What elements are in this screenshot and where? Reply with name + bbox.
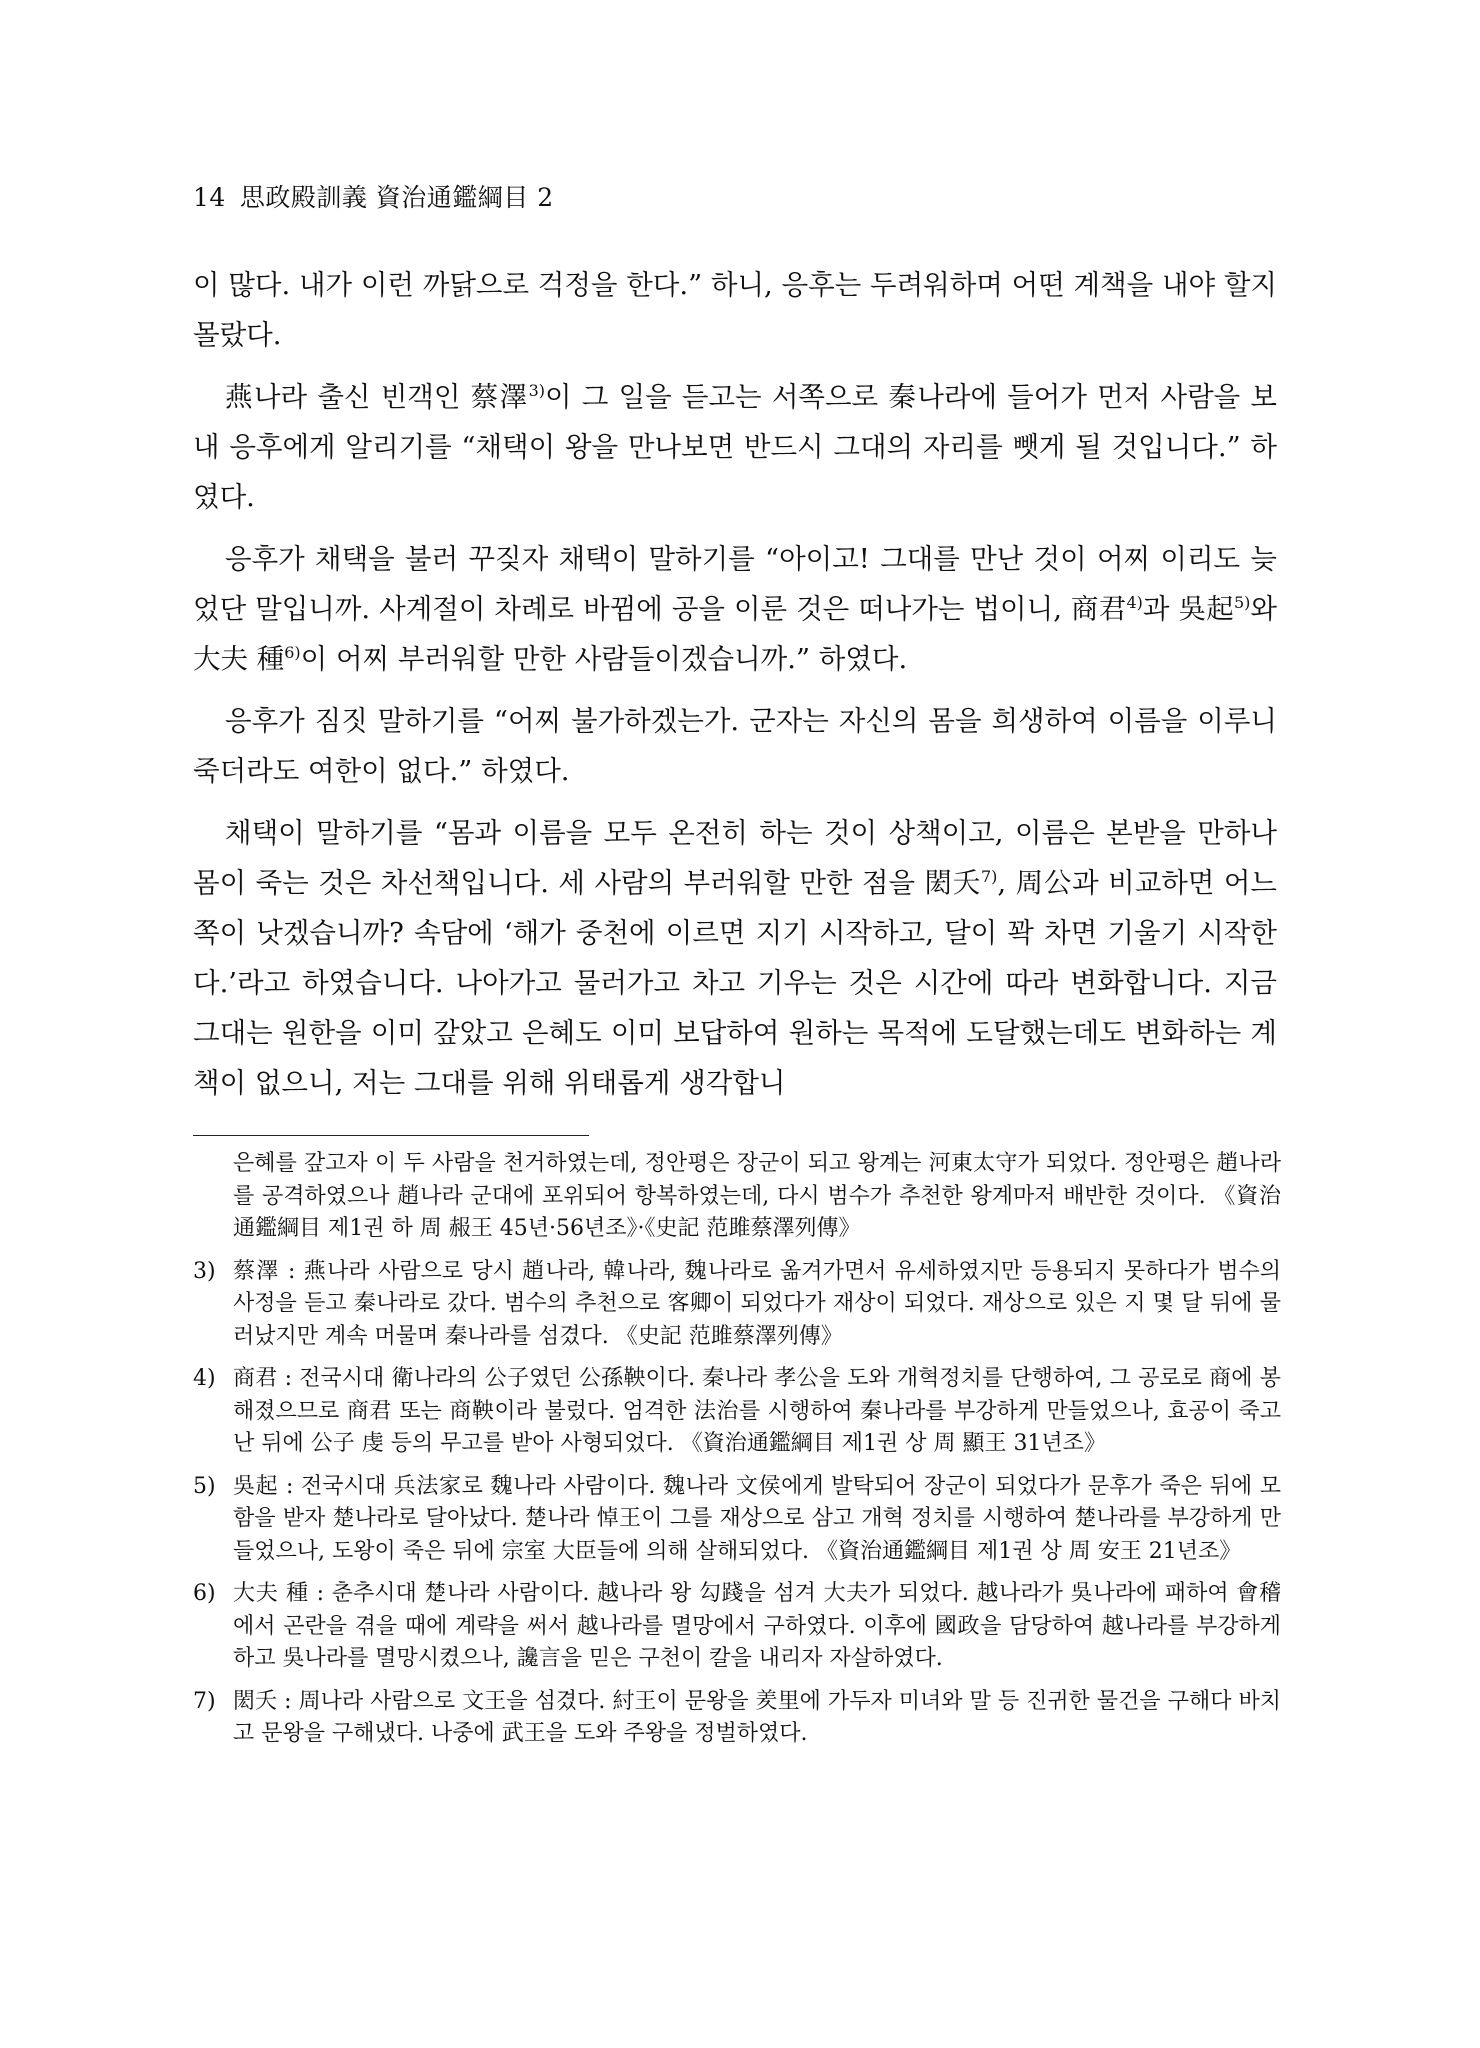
paragraph: 이 많다. 내가 이런 까닭으로 걱정을 한다.” 하니, 응후는 두려워하며 어떤 계책을 내야 할지 몰랐다. <box>193 269 1277 351</box>
paragraph: 채택이 말하기를 “몸과 이름을 모두 온전히 하는 것이 상책이고, 이름은 본받을 만하나 몸이 죽는 것은 차선책입니다. 세 사람의 부러워할 만한 점을 閎夭$^{7)}$, 周公과 비교하면 어느 쪽이 낫겠습니까? 속담에 ‘해가 중천에 이르면 지기 시작하고, 달이 꽉 차면 기울기 시작한다.’라고 하였습니다. 나아가고 물러가고 차고 기우는 것은 시간에 따라 변화합니다. 지금 그대는 원한을 이미 갚았고 은혜도 이미 보답하여 원하는 목적에 도달했는데도 변화하는 계책이 없으니, 저는 그대를 위해 위태롭게 생각합니 <box>193 817 1277 1099</box>
footnote <box>193 1256 1281 1354</box>
footnote-continued <box>193 1148 1281 1246</box>
footnote <box>193 1363 1281 1461</box>
footnote-number: 5) <box>193 1473 216 1499</box>
paragraph: 응후가 짐짓 말하기를 “어찌 불가하겠는가. 군자는 자신의 몸을 희생하여 이름을 이루니 죽더라도 여한이 없다.” 하였다. <box>193 705 1277 787</box>
footnote-ref[interactable]: 5) <box>1234 592 1251 612</box>
footnote-number: 3) <box>193 1258 216 1284</box>
main-text <box>193 260 1277 1120</box>
footnote-ref[interactable]: 6) <box>284 642 301 662</box>
footnote-text: 吳起 : 전국시대 兵法家로 魏나라 사람이다. 魏나라 文侯에게 발탁되어 장군이 되었다가 문후가 죽은 뒤에 모함을 받자 楚나라로 달아났다. 楚나라 悼王이 그를 재상으로 삼고 개혁 정치를 시행하여 楚나라를 부강하게 만들었으나, 도왕이 죽은 뒤에 宗室 大臣들에 의해 살해되었다. 《資治通鑑綱目 제1권 상 周 安王 21년조》 <box>233 1473 1281 1564</box>
footnotes <box>193 1148 1281 1761</box>
footnote-divider <box>193 1135 589 1136</box>
footnote-number: 6) <box>193 1581 216 1606</box>
footnote-text: 蔡澤 : 燕나라 사람으로 당시 趙나라, 韓나라, 魏나라로 옮겨가면서 유세하였지만 등용되지 못하다가 범수의 사정을 듣고 秦나라로 갔다. 범수의 추천으로 客卿이 되었다가 재상이 되었다. 재상으로 있은 지 몇 달 뒤에 물러났지만 계속 머물며 秦나라를 섬겼다. 《史記 范雎蔡澤列傳》 <box>233 1258 1281 1349</box>
footnote <box>193 1471 1281 1569</box>
page-number: 14 <box>193 183 226 212</box>
footnote-ref[interactable]: 7) <box>981 866 998 886</box>
footnote <box>193 1578 1281 1676</box>
running-header <box>193 178 554 214</box>
paragraph: 응후가 채택을 불러 꾸짖자 채택이 말하기를 “아이고! 그대를 만난 것이 어찌 이리도 늦었단 말입니까. 사계절이 차례로 바뀜에 공을 이룬 것은 떠나가는 법이니, 商君$^{4)}$과 吳起$^{5)}$와 大夫 種$^{6)}$이 어찌 부러워할 만한 사람들이겠습니까.” 하였다. <box>193 543 1277 675</box>
footnote-number: 7) <box>193 1688 216 1714</box>
footnote-text: 은혜를 갚고자 이 두 사람을 천거하였는데, 정안평은 장군이 되고 왕계는 河東太守가 되었다. 정안평은 趙나라를 공격하였으나 趙나라 군대에 포위되어 항복하였는데, 다시 범수가 추천한 왕계마저 배반한 것이다. 《資治通鑑綱目 제1권 하 周 赧王 45년·56년조》·《史記 范雎蔡澤列傳》 <box>233 1151 1281 1241</box>
footnote-ref[interactable]: 4) <box>1126 592 1143 612</box>
footnote-ref[interactable]: 3) <box>528 380 545 400</box>
footnote <box>193 1686 1281 1751</box>
footnote-number: 4) <box>193 1366 216 1391</box>
footnote-text: 閎夭 : 周나라 사람으로 文王을 섬겼다. 紂王이 문왕을 羑里에 가두자 미녀와 말 등 진귀한 물건을 구해다 바치고 문왕을 구해냈다. 나중에 武王을 도와 주왕을 정벌하였다. <box>233 1688 1281 1746</box>
footnote-text: 大夫 種 : 춘추시대 楚나라 사람이다. 越나라 왕 勾踐을 섬겨 大夫가 되었다. 越나라가 吳나라에 패하여 會稽에서 곤란을 겪을 때에 계략을 써서 越나라를 멸망에서 구하였다. 이후에 國政을 담당하여 越나라를 부강하게 하고 吳나라를 멸망시켰으나, 讒言을 믿은 구천이 칼을 내리자 자살하였다. <box>233 1581 1281 1671</box>
footnote-text: 商君 : 전국시대 衛나라의 公子였던 公孫鞅이다. 秦나라 孝公을 도와 개혁정치를 단행하여, 그 공로로 商에 봉해졌으므로 商君 또는 商鞅이라 불렀다. 엄격한 法治를 시행하여 秦나라를 부강하게 만들었으나, 효공이 죽고 난 뒤에 公子 虔 등의 무고를 받아 사형되었다. 《資治通鑑綱目 제1권 상 周 顯王 31년조》 <box>233 1366 1281 1456</box>
book-title: 思政殿訓義 資治通鑑綱目 2 <box>239 183 554 212</box>
paragraph: 燕나라 출신 빈객인 蔡澤$^{3)}$이 그 일을 듣고는 서쪽으로 秦나라에 들어가 먼저 사람을 보내 응후에게 알리기를 “채택이 왕을 만나보면 반드시 그대의 자리를 뺏게 될 것입니다.” 하였다. <box>193 380 1277 513</box>
